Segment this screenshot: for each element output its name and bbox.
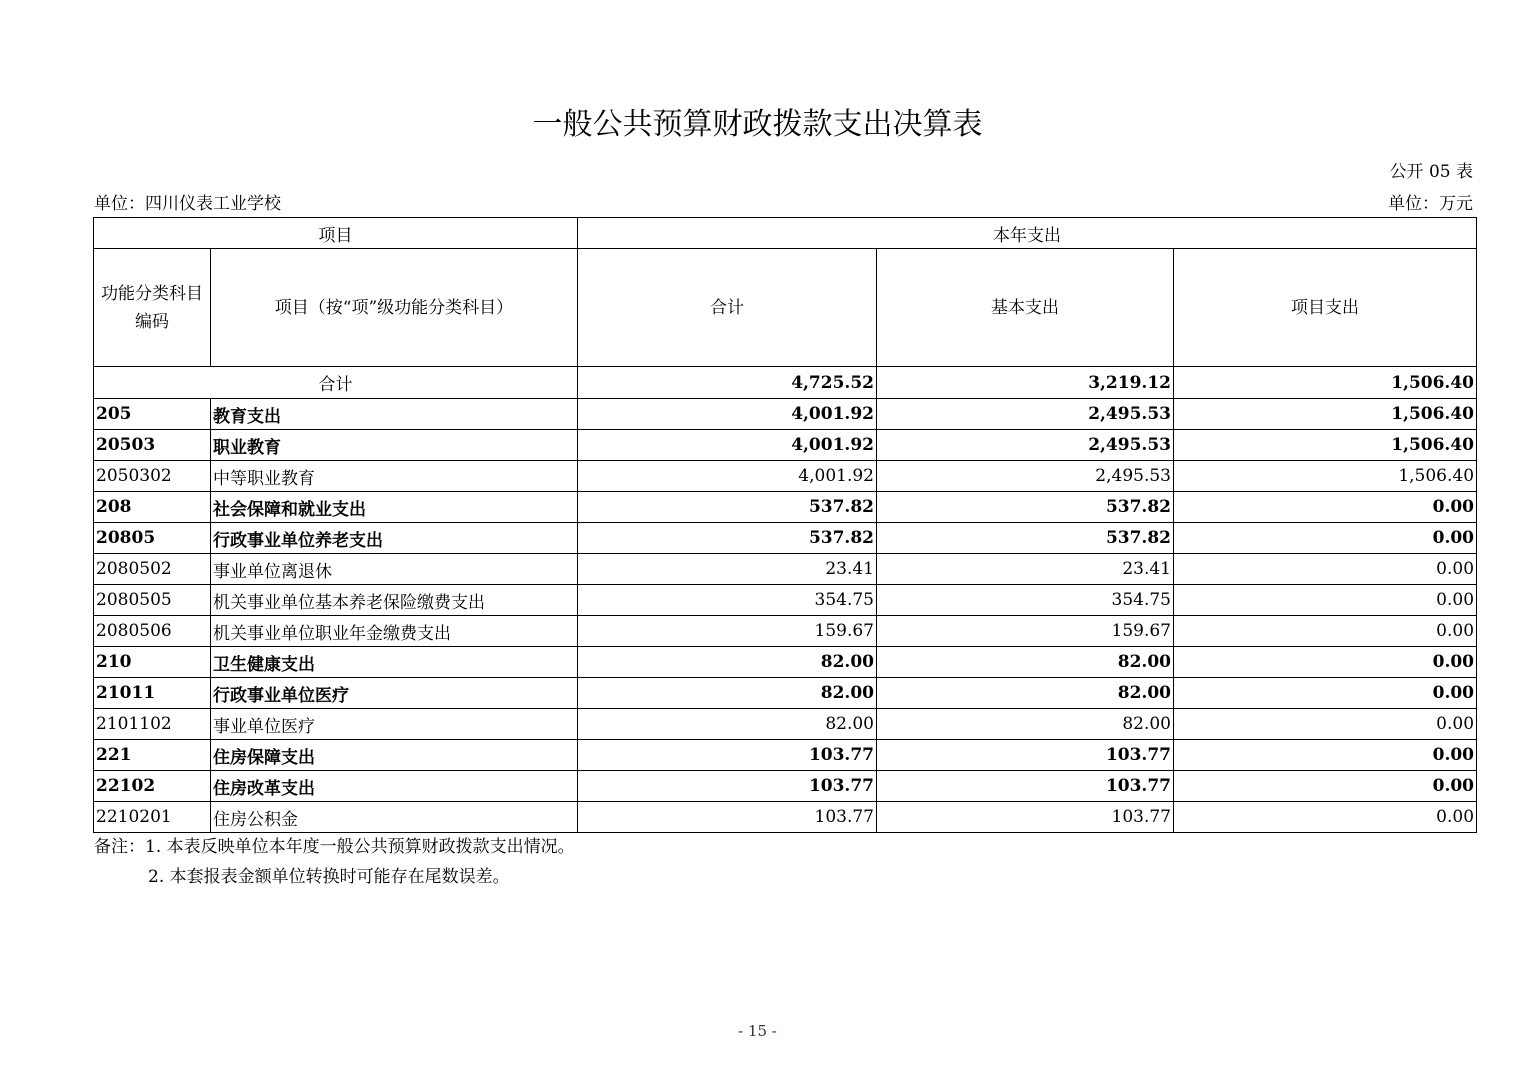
row-project: 0.00 (1174, 492, 1477, 523)
row-basic: 537.82 (877, 523, 1174, 554)
row-name: 机关事业单位职业年金缴费支出 (211, 616, 578, 647)
row-name: 住房改革支出 (211, 771, 578, 802)
row-total: 103.77 (578, 740, 877, 771)
row-name: 住房保障支出 (211, 740, 578, 771)
row-code: 2080505 (94, 585, 211, 616)
unit-currency: 单位：万元 (1388, 194, 1473, 214)
row-code: 2080506 (94, 616, 211, 647)
total-project: 1,506.40 (1174, 367, 1477, 399)
table-row (94, 616, 1477, 647)
row-code: 2101102 (94, 709, 211, 740)
row-name: 住房公积金 (211, 802, 578, 833)
table-row (94, 771, 1477, 802)
notes (94, 832, 575, 892)
row-code: 20805 (94, 523, 211, 554)
header-total: 合计 (578, 249, 877, 367)
row-project: 1,506.40 (1174, 399, 1477, 430)
row-total: 82.00 (578, 647, 877, 678)
row-basic: 2,495.53 (877, 430, 1174, 461)
row-basic: 82.00 (877, 678, 1174, 709)
row-code: 205 (94, 399, 211, 430)
row-project: 0.00 (1174, 616, 1477, 647)
row-total: 4,001.92 (578, 430, 877, 461)
row-code: 22102 (94, 771, 211, 802)
row-total: 82.00 (578, 678, 877, 709)
row-code: 2210201 (94, 802, 211, 833)
row-name: 事业单位医疗 (211, 709, 578, 740)
table-row (94, 740, 1477, 771)
expenditure-table (93, 217, 1477, 833)
table-row (94, 430, 1477, 461)
row-total: 159.67 (578, 616, 877, 647)
note-2: 2. 本套报表金额单位转换时可能存在尾数误差。 (148, 867, 510, 887)
table-row (94, 802, 1477, 833)
header-item: 项目（按“项”级功能分类科目） (211, 249, 578, 367)
table-row (94, 523, 1477, 554)
total-row (94, 367, 1477, 399)
form-number: 公开 05 表 (1389, 162, 1473, 182)
header-project: 项目 (94, 218, 578, 249)
table-row (94, 647, 1477, 678)
row-total: 537.82 (578, 492, 877, 523)
row-name: 行政事业单位养老支出 (211, 523, 578, 554)
table-row (94, 554, 1477, 585)
row-project: 1,506.40 (1174, 461, 1477, 492)
header-code: 功能分类科目编码 (94, 249, 211, 367)
header-basic: 基本支出 (877, 249, 1174, 367)
row-project: 0.00 (1174, 678, 1477, 709)
row-code: 2080502 (94, 554, 211, 585)
row-project: 0.00 (1174, 771, 1477, 802)
row-total: 537.82 (578, 523, 877, 554)
header-current-year: 本年支出 (578, 218, 1477, 249)
table-row (94, 585, 1477, 616)
row-basic: 537.82 (877, 492, 1174, 523)
row-total: 103.77 (578, 771, 877, 802)
row-basic: 2,495.53 (877, 461, 1174, 492)
row-total: 4,001.92 (578, 461, 877, 492)
row-name: 机关事业单位基本养老保险缴费支出 (211, 585, 578, 616)
row-project: 0.00 (1174, 647, 1477, 678)
row-project: 0.00 (1174, 802, 1477, 833)
row-code: 2050302 (94, 461, 211, 492)
row-total: 4,001.92 (578, 399, 877, 430)
row-code: 210 (94, 647, 211, 678)
row-basic: 82.00 (877, 647, 1174, 678)
row-code: 221 (94, 740, 211, 771)
row-name: 社会保障和就业支出 (211, 492, 578, 523)
header-row-1 (94, 218, 1477, 249)
row-basic: 103.77 (877, 802, 1174, 833)
page-number: - 15 - (738, 1022, 777, 1040)
total-total: 4,725.52 (578, 367, 877, 399)
row-basic: 82.00 (877, 709, 1174, 740)
row-project: 0.00 (1174, 740, 1477, 771)
row-code: 208 (94, 492, 211, 523)
table-row (94, 709, 1477, 740)
table-row (94, 461, 1477, 492)
table-row (94, 492, 1477, 523)
row-project: 0.00 (1174, 585, 1477, 616)
row-name: 卫生健康支出 (211, 647, 578, 678)
row-basic: 159.67 (877, 616, 1174, 647)
page-title: 一般公共预算财政拨款支出决算表 (532, 107, 983, 142)
row-total: 354.75 (578, 585, 877, 616)
row-project: 0.00 (1174, 554, 1477, 585)
row-name: 事业单位离退休 (211, 554, 578, 585)
table-row (94, 399, 1477, 430)
row-name: 中等职业教育 (211, 461, 578, 492)
header-project-exp: 项目支出 (1174, 249, 1477, 367)
row-project: 1,506.40 (1174, 430, 1477, 461)
row-code: 21011 (94, 678, 211, 709)
note-1: 备注：1. 本表反映单位本年度一般公共预算财政拨款支出情况。 (94, 837, 575, 857)
row-basic: 103.77 (877, 771, 1174, 802)
total-basic: 3,219.12 (877, 367, 1174, 399)
row-code: 20503 (94, 430, 211, 461)
row-basic: 2,495.53 (877, 399, 1174, 430)
unit-organization: 单位：四川仪表工业学校 (94, 194, 281, 214)
total-label: 合计 (94, 367, 578, 399)
row-total: 82.00 (578, 709, 877, 740)
row-total: 23.41 (578, 554, 877, 585)
row-basic: 103.77 (877, 740, 1174, 771)
row-basic: 354.75 (877, 585, 1174, 616)
row-project: 0.00 (1174, 709, 1477, 740)
header-row-2 (94, 249, 1477, 367)
row-project: 0.00 (1174, 523, 1477, 554)
row-total: 103.77 (578, 802, 877, 833)
table-row (94, 678, 1477, 709)
row-name: 行政事业单位医疗 (211, 678, 578, 709)
row-name: 教育支出 (211, 399, 578, 430)
row-name: 职业教育 (211, 430, 578, 461)
row-basic: 23.41 (877, 554, 1174, 585)
